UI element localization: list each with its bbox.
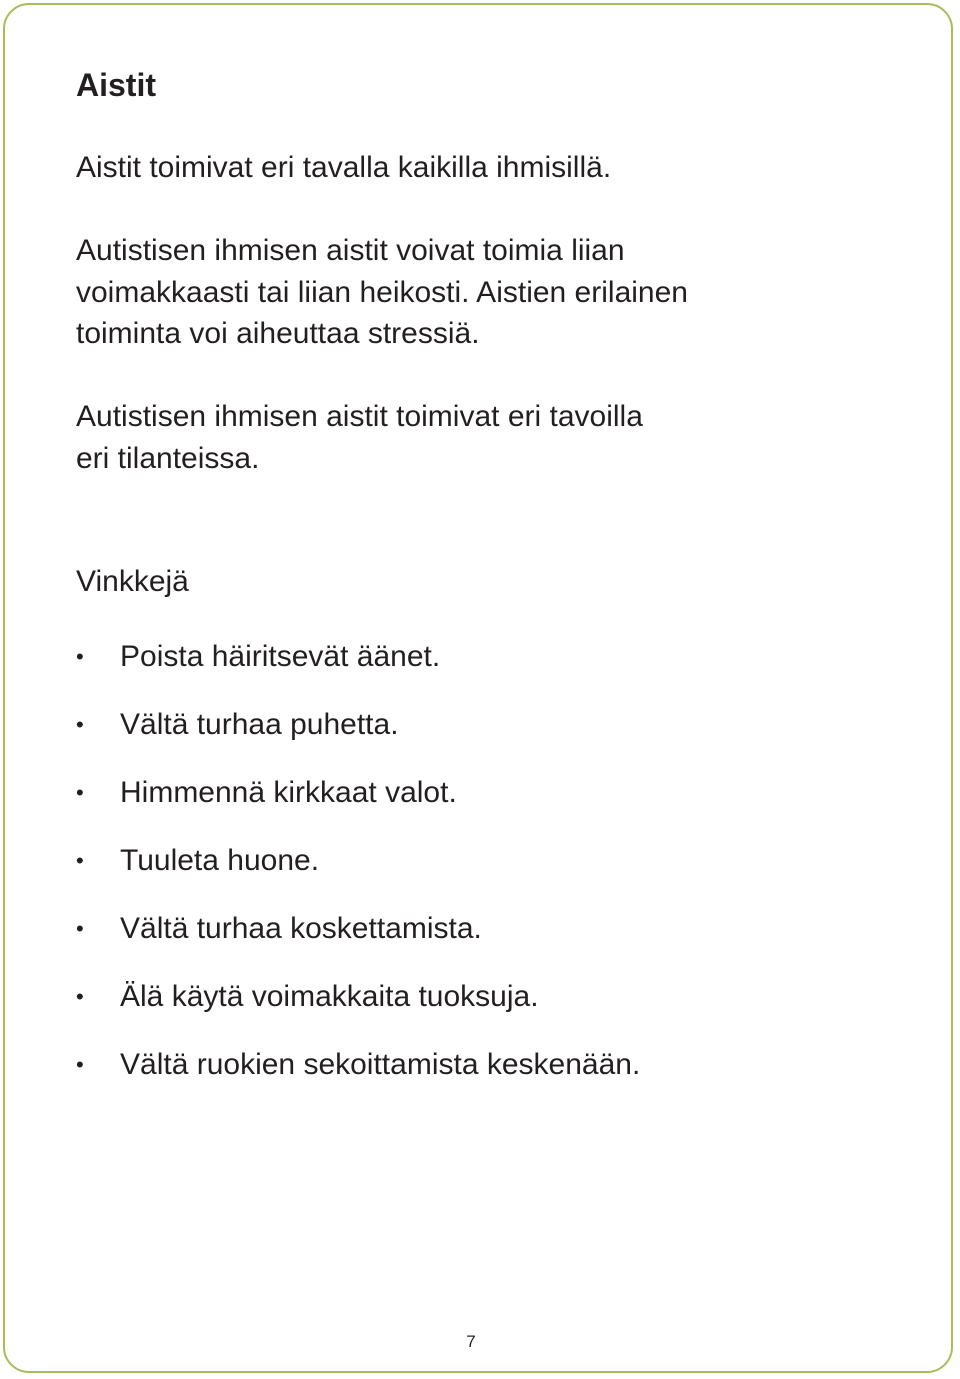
bullet-icon: • (76, 1052, 84, 1077)
bullet-icon: • (76, 848, 84, 873)
paragraph-line: eri tilanteissa. (76, 441, 260, 475)
tip-text: Vältä turhaa koskettamista. (120, 912, 482, 945)
tip-text: Vältä ruokien sekoittamista keskenään. (120, 1048, 641, 1081)
tip-text: Himmennä kirkkaat valot. (120, 776, 457, 809)
tip-text: Poista häiritsevät äänet. (120, 640, 441, 673)
page-number: 7 (466, 1332, 476, 1351)
intro-paragraph (76, 147, 611, 189)
bullet-icon: • (76, 916, 84, 941)
paragraph-line: Autistisen ihmisen aistit voivat toimia liian (76, 234, 625, 267)
page-title: Aistit (76, 67, 156, 103)
bullet-icon: • (76, 712, 84, 737)
tip-text: Älä käytä voimakkaita tuoksuja. (120, 980, 539, 1013)
tip-text: Vältä turhaa puhetta. (120, 708, 399, 741)
bullet-icon: • (76, 984, 84, 1009)
paragraph-line: voimakkaasti tai liian heikosti. Aistien erilainen (76, 275, 688, 309)
tips-heading: Vinkkejä (76, 565, 189, 598)
paragraph-line: toiminta voi aiheuttaa stressiä. (76, 317, 480, 350)
situational-senses-paragraph (76, 396, 643, 479)
bullet-icon: • (76, 780, 84, 805)
intro-line: Aistit toimivat eri tavalla kaikilla ihmisillä. (76, 151, 612, 184)
tip-text: Tuuleta huone. (120, 844, 320, 877)
paragraph-line: Autistisen ihmisen aistit toimivat eri tavoilla (76, 400, 643, 433)
page-frame (3, 3, 953, 1373)
bullet-icon: • (76, 644, 84, 669)
sensory-intensity-paragraph (76, 230, 688, 355)
